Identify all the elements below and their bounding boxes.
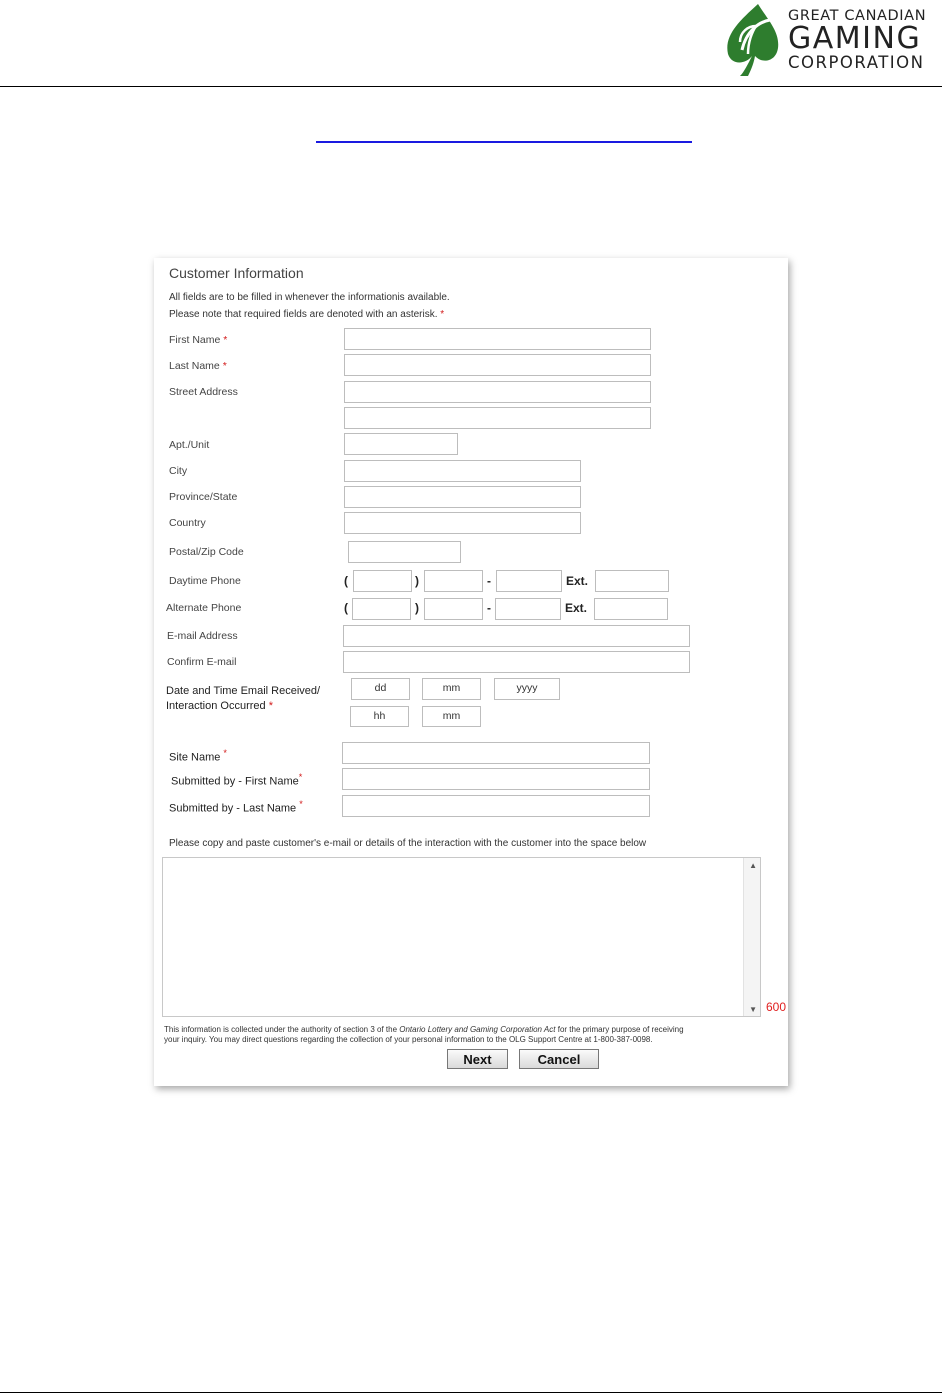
character-counter: 600 xyxy=(766,1000,787,1014)
required-mark: * xyxy=(223,334,228,346)
street-address-line2-input[interactable] xyxy=(344,407,651,429)
time-hour-input[interactable]: hh xyxy=(350,706,409,727)
required-note-text: Please note that required fields are denoted with an asterisk. xyxy=(169,309,438,320)
last-name-label-text: Last Name xyxy=(169,360,220,372)
legal-text: for the primary purpose of receiving xyxy=(557,1025,684,1034)
date-year-input[interactable]: yyyy xyxy=(494,678,560,700)
site-name-label-text: Site Name xyxy=(169,751,221,764)
cancel-button[interactable]: Cancel xyxy=(519,1049,599,1069)
scroll-down-arrow-icon[interactable]: ▼ xyxy=(749,1005,757,1014)
date-month-input[interactable]: mm xyxy=(422,678,481,700)
ext-label: Ext. xyxy=(566,574,589,588)
interaction-details-textarea[interactable] xyxy=(162,857,761,1017)
paste-instruction: Please copy and paste customer's e-mail or details of the interaction with the customer into the space below xyxy=(169,838,647,849)
header-divider xyxy=(0,86,942,87)
alternate-prefix-input[interactable] xyxy=(424,598,483,620)
legal-notice-line1 xyxy=(164,1025,684,1034)
alternate-ext-input[interactable] xyxy=(594,598,668,620)
datetime-label-line1: Date and Time Email Received/ xyxy=(166,685,321,697)
phone-dash: - xyxy=(487,574,491,588)
area-code-close-paren: ) xyxy=(415,574,419,588)
required-mark: * xyxy=(268,700,273,712)
form-title: Customer Information xyxy=(169,265,304,281)
submitted-last-name-label xyxy=(169,799,303,815)
site-name-input[interactable] xyxy=(342,742,650,764)
last-name-label xyxy=(169,360,227,372)
email-address-input[interactable] xyxy=(343,625,690,647)
legal-text: This information is collected under the authority of section 3 of the xyxy=(164,1025,398,1034)
first-name-input[interactable] xyxy=(344,328,651,350)
daytime-ext-input[interactable] xyxy=(595,570,669,592)
required-note xyxy=(169,309,444,320)
legal-act-name: Ontario Lottery and Gaming Corporation Act xyxy=(399,1025,556,1034)
required-mark: * xyxy=(440,309,445,320)
required-mark: * xyxy=(222,360,227,372)
email-address-label: E-mail Address xyxy=(167,630,238,642)
ext-label: Ext. xyxy=(565,601,588,615)
logo-line-3: CORPORATION xyxy=(788,53,925,72)
required-mark: * xyxy=(223,748,227,758)
site-name-label xyxy=(169,748,227,764)
country-label: Country xyxy=(169,517,206,529)
last-name-input[interactable] xyxy=(344,354,651,376)
submitted-first-name-input[interactable] xyxy=(342,768,650,790)
next-button[interactable]: Next xyxy=(447,1049,508,1069)
apt-unit-label: Apt./Unit xyxy=(169,439,210,451)
alternate-line-input[interactable] xyxy=(495,598,561,620)
alternate-phone-label: Alternate Phone xyxy=(166,602,242,614)
alternate-area-code-input[interactable] xyxy=(352,598,411,620)
confirm-email-label: Confirm E-mail xyxy=(167,656,237,668)
city-label: City xyxy=(169,465,188,477)
scroll-up-arrow-icon[interactable]: ▲ xyxy=(749,861,757,870)
first-name-label-text: First Name xyxy=(169,334,221,346)
spade-leaf-icon xyxy=(718,2,788,78)
date-day-input[interactable]: dd xyxy=(351,678,410,700)
customer-information-form xyxy=(154,258,788,1086)
postal-code-input[interactable] xyxy=(348,541,461,563)
hyperlink-underline[interactable] xyxy=(316,141,692,143)
form-note: All fields are to be filled in whenever the informationis available. xyxy=(169,292,450,303)
submitted-first-name-label-text: Submitted by - First Name xyxy=(171,775,299,788)
area-code-open-paren: ( xyxy=(344,601,348,615)
area-code-open-paren: ( xyxy=(344,574,348,588)
apt-unit-input[interactable] xyxy=(344,433,458,455)
first-name-label xyxy=(169,334,227,346)
province-state-label: Province/State xyxy=(169,491,238,503)
daytime-phone-label: Daytime Phone xyxy=(169,575,241,587)
daytime-line-input[interactable] xyxy=(496,570,562,592)
country-input[interactable] xyxy=(344,512,581,534)
logo-line-1: GREAT CANADIAN xyxy=(788,8,927,24)
header-logo xyxy=(718,2,940,78)
company-name xyxy=(788,8,926,72)
street-address-line1-input[interactable] xyxy=(344,381,651,403)
daytime-area-code-input[interactable] xyxy=(353,570,412,592)
textarea-scrollbar[interactable] xyxy=(743,858,760,1016)
street-address-label: Street Address xyxy=(169,386,238,398)
city-input[interactable] xyxy=(344,460,581,482)
submitted-last-name-label-text: Submitted by - Last Name xyxy=(169,802,297,815)
postal-code-label: Postal/Zip Code xyxy=(169,546,244,558)
required-mark: * xyxy=(298,772,303,782)
phone-dash: - xyxy=(487,601,491,615)
confirm-email-input[interactable] xyxy=(343,651,690,673)
province-state-input[interactable] xyxy=(344,486,581,508)
daytime-prefix-input[interactable] xyxy=(424,570,483,592)
required-mark: * xyxy=(299,799,303,809)
area-code-close-paren: ) xyxy=(415,601,419,615)
submitted-last-name-input[interactable] xyxy=(342,795,650,817)
logo-line-2: GAMING xyxy=(788,21,922,56)
legal-notice-line2: your inquiry. You may direct questions regarding the collection of your personal information to the OLG Support Centre at 1-800-387-0098. xyxy=(164,1035,653,1044)
footer-divider xyxy=(0,1392,942,1393)
datetime-label-line2 xyxy=(166,700,273,712)
time-minute-input[interactable]: mm xyxy=(422,706,481,727)
datetime-label-line2-text: Interaction Occurred xyxy=(166,700,266,712)
submitted-first-name-label xyxy=(171,772,302,788)
